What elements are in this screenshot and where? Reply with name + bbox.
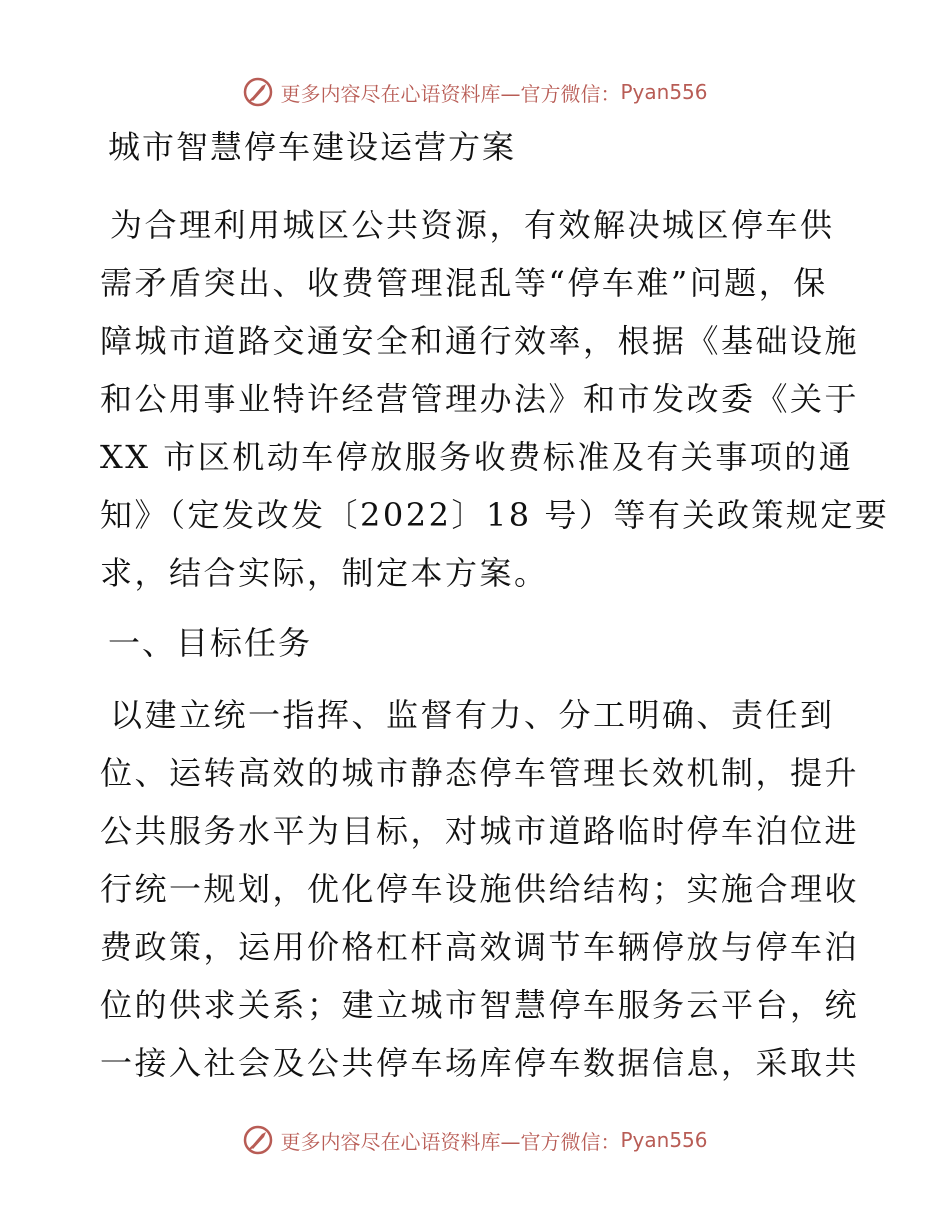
paragraph-intro: [100, 196, 890, 602]
header-watermark: [0, 72, 950, 112]
document-title: 城市智慧停车建设运营方案: [108, 128, 517, 166]
quill-pen-logo-icon: [242, 76, 274, 108]
watermark-text: 更多内容尽在心语资料库—官方微信：: [280, 81, 621, 106]
text-line: 公共服务水平为目标，对城市道路临时停车泊位进: [100, 812, 860, 850]
watermark-contact: Pyan556: [620, 80, 708, 104]
text-line: 行统一规划，优化停车设施供给结构；实施合理收: [100, 870, 860, 908]
text-line: 为合理利用城区公共资源，有效解决城区停车供: [110, 206, 835, 244]
quill-pen-logo-icon: [242, 1124, 274, 1156]
text-line: 求，结合实际，制定本方案。: [100, 554, 549, 592]
text-line: 知》（定发改发〔2022〕18 号）等有关政策规定要: [100, 496, 890, 534]
section-heading: 一、目标任务: [108, 624, 313, 662]
watermark-contact: Pyan556: [620, 1128, 708, 1152]
text-line: 以建立统一指挥、监督有力、分工明确、责任到: [110, 696, 835, 734]
text-line: 费政策，运用价格杠杆高效调节车辆停放与停车泊: [100, 928, 860, 966]
text-line: 位、运转高效的城市静态停车管理长效机制，提升: [100, 754, 860, 792]
document-body: [100, 122, 890, 1100]
text-line: 需矛盾突出、收费管理混乱等“停车难”问题，保: [100, 264, 828, 302]
text-line: 位的供求关系；建立城市智慧停车服务云平台，统: [100, 986, 860, 1024]
text-line: 和公用事业特许经营管理办法》和市发改委《关于: [100, 380, 860, 418]
footer-watermark: [0, 1120, 950, 1160]
watermark-text: 更多内容尽在心语资料库—官方微信：: [280, 1129, 621, 1154]
paragraph-goals: [100, 686, 860, 1092]
text-line: 一接入社会及公共停车场库停车数据信息，采取共: [100, 1044, 860, 1082]
text-line: 障城市道路交通安全和通行效率，根据《基础设施: [100, 322, 860, 360]
text-line: XX 市区机动车停放服务收费标准及有关事项的通: [100, 438, 854, 476]
